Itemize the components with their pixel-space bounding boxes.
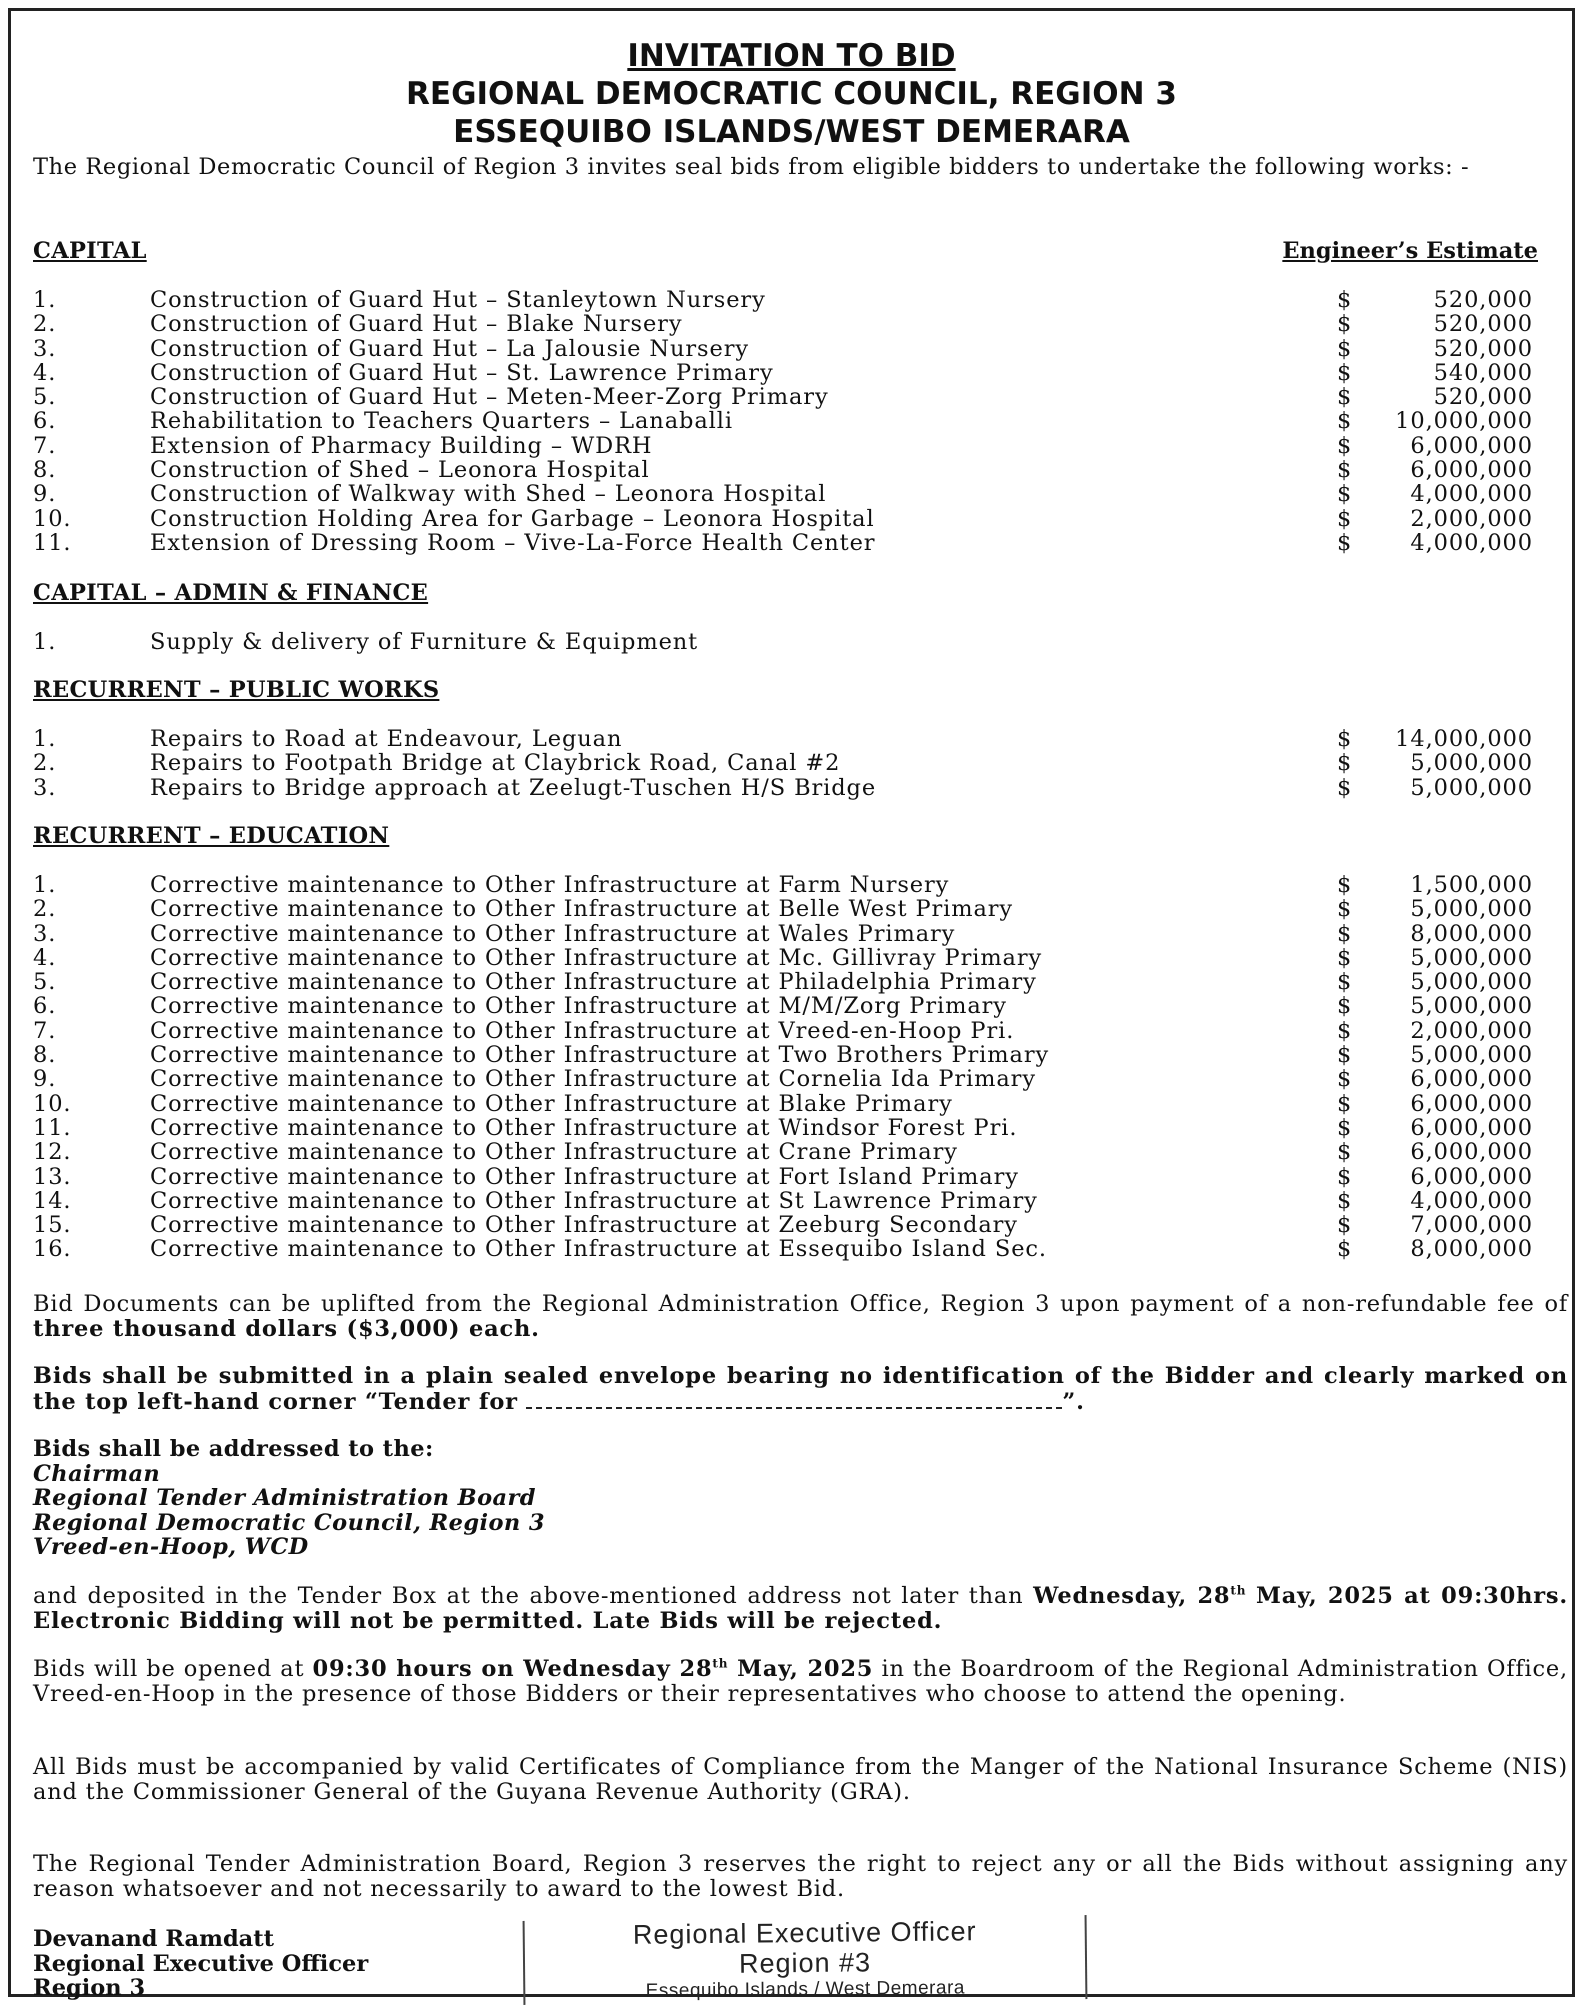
item-number: 11. [33,1114,72,1141]
list-item [33,434,1533,458]
list-item [33,288,1533,312]
public-works-list [33,727,1533,800]
item-description: Repairs to Road at Endeavour, Leguan [150,726,623,752]
item-currency: $ [1337,529,1353,556]
item-currency: $ [1337,750,1353,777]
item-currency: $ [1337,311,1353,338]
item-number: 3. [33,335,57,362]
item-number: 7. [33,1017,57,1044]
item-amount: 6,000,000 [1410,1066,1533,1093]
item-currency: $ [1337,993,1353,1020]
stamp-line-1: Regional Executive Officer [632,1916,977,1950]
item-currency: $ [1337,505,1353,532]
item-number: 8. [33,457,57,484]
item-number: 4. [33,359,57,386]
item-description: Corrective maintenance to Other Infrastructure at Wales Primary [150,920,956,947]
list-item [33,385,1533,409]
item-description: Construction of Shed – Leonora Hospital [150,457,650,484]
item-amount: 6,000,000 [1410,1090,1533,1117]
item-description: Construction of Guard Hut – Stanleytown Nursery [150,287,766,313]
item-currency: $ [1337,335,1353,362]
bid-documents-text: Bid Documents can be uplifted from the Regional Administration Office, Region 3 upon payment of a non-refundable fee of [33,1291,1568,1317]
item-description: Construction of Guard Hut – Meten-Meer-Zorg Primary [150,384,829,411]
stamp-line-2: Region #3 [738,1947,872,1979]
item-number: 5. [33,384,57,411]
item-amount: 520,000 [1433,335,1533,362]
item-amount: 5,000,000 [1410,774,1533,801]
reservation-paragraph: The Regional Tender Administration Board, Region 3 reserves the right to reject any or all the Bids without assigning any reason whatsoever and not necessarily to award to the lowest Bid. [33,1851,1568,1902]
item-number: 8. [33,1042,57,1069]
item-description: Corrective maintenance to Other Infrastructure at Essequibo Island Sec. [150,1236,1047,1263]
list-item [33,312,1533,336]
item-description: Corrective maintenance to Other Infrastructure at Two Brothers Primary [150,1042,1050,1069]
address-intro: Bids shall be addressed to the: [33,1436,434,1462]
list-item [33,1213,1533,1237]
item-description: Corrective maintenance to Other Infrastructure at St Lawrence Primary [150,1187,1038,1214]
list-item [33,507,1533,531]
item-description: Corrective maintenance to Other Infrastructure at Belle West Primary [150,896,1014,923]
item-description: Construction of Guard Hut – La Jalousie Nursery [150,335,749,362]
list-item [33,630,1533,654]
item-amount: 520,000 [1433,311,1533,338]
signatory-name: Devanand Ramdatt [33,1926,275,1952]
item-currency: $ [1337,872,1353,898]
item-amount: 4,000,000 [1410,481,1533,508]
section-title-capital-admin: CAPITAL – ADMIN & FINANCE [33,580,429,606]
item-number: 6. [33,993,57,1020]
item-number: 4. [33,944,57,971]
submission-end: ”. [1062,1388,1085,1415]
item-number: 9. [33,481,57,508]
item-amount: 540,000 [1433,359,1533,386]
item-description: Extension of Dressing Room – Vive-La-Force Health Center [150,529,876,556]
list-item [33,1237,1533,1261]
item-currency: $ [1337,969,1353,996]
list-item [33,751,1533,775]
estimate-column-header: Engineer’s Estimate [1282,238,1538,264]
signatory-region: Region 3 [33,1975,146,2001]
submission-paragraph [33,1364,1568,1414]
item-amount: 7,000,000 [1410,1212,1533,1239]
list-item [33,482,1533,506]
item-amount: 4,000,000 [1410,1187,1533,1214]
address-line-board: Regional Tender Administration Board [33,1485,536,1511]
section-title-public-works: RECURRENT – PUBLIC WORKS [33,677,440,703]
item-amount: 5,000,000 [1410,750,1533,777]
item-currency: $ [1337,384,1353,411]
list-item [33,458,1533,482]
item-number: 3. [33,920,57,947]
council-name: REGIONAL DEMOCRATIC COUNCIL, REGION 3 [406,76,1177,112]
item-currency: $ [1337,896,1353,923]
item-currency: $ [1337,481,1353,508]
item-number: 2. [33,750,57,777]
item-amount: 6,000,000 [1410,1139,1533,1166]
deposit-deadline-sup: th [1230,1583,1247,1598]
item-number: 1. [33,872,57,898]
item-number: 16. [33,1236,72,1263]
opening-post: in the Boardroom of the Regional Administration Office, Vreed-en-Hoop in the presence of those Bidders or their representatives who choose to attend the opening. [33,1656,1568,1707]
deposit-text: and deposited in the Tender Box at the above-mentioned address not later than [33,1583,1034,1609]
list-item [33,361,1533,385]
item-amount: 520,000 [1433,384,1533,411]
item-number: 10. [33,505,72,532]
section-title-education: RECURRENT – EDUCATION [33,823,390,849]
list-item [33,873,1533,897]
signatory-title: Regional Executive Officer [33,1950,369,1977]
item-amount: 4,000,000 [1410,529,1533,556]
bid-documents-fee: three thousand dollars ($3,000) each. [33,1315,540,1342]
item-currency: $ [1337,726,1353,752]
item-amount: 5,000,000 [1410,944,1533,971]
item-description: Corrective maintenance to Other Infrastructure at Zeeburg Secondary [150,1212,1018,1239]
item-description: Corrective maintenance to Other Infrastructure at Vreed-en-Hoop Pri. [150,1017,1015,1044]
item-description: Corrective maintenance to Other Infrastructure at M/M/Zorg Primary [150,993,1007,1020]
item-description: Extension of Pharmacy Building – WDRH [150,432,653,459]
region-name: ESSEQUIBO ISLANDS/WEST DEMERARA [453,114,1130,150]
compliance-paragraph: All Bids must be accompanied by valid Certificates of Compliance from the Manger of the National Insurance Scheme (NIS) and the Commissioner General of the Guyana Revenue Authority (GRA). [33,1754,1568,1805]
education-list [33,873,1533,1262]
opening-time: 09:30 hours on Wednesday 28 [312,1656,713,1682]
capital-admin-list [33,630,1533,654]
item-number: 13. [33,1163,72,1190]
item-amount: 2,000,000 [1410,1017,1533,1044]
item-amount: 6,000,000 [1410,457,1533,484]
item-description: Corrective maintenance to Other Infrastructure at Cornelia Ida Primary [150,1066,1036,1093]
item-number: 3. [33,774,57,801]
list-item [33,409,1533,433]
item-currency: $ [1337,1017,1353,1044]
item-description: Corrective maintenance to Other Infrastructure at Fort Island Primary [150,1163,1019,1190]
item-number: 2. [33,896,57,923]
list-item [33,337,1533,361]
item-amount: 5,000,000 [1410,969,1533,996]
list-item [33,1165,1533,1189]
submission-text: Bids shall be submitted in a plain sealed envelope bearing no identification of the Bidder and clearly marked on the top left-hand corner “Tender for [33,1363,1568,1415]
item-currency: $ [1337,287,1353,313]
item-currency: $ [1337,1114,1353,1141]
item-amount: 6,000,000 [1410,1163,1533,1190]
item-amount: 6,000,000 [1410,432,1533,459]
item-number: 10. [33,1090,72,1117]
address-line-chairman: Chairman [33,1461,161,1487]
item-number: 14. [33,1187,72,1214]
list-item [33,1067,1533,1091]
item-amount: 8,000,000 [1410,1236,1533,1263]
item-number: 7. [33,432,57,459]
item-description: Rehabilitation to Teachers Quarters – Lanaballi [150,408,733,435]
bid-notice [8,8,1575,2002]
item-amount: 1,500,000 [1410,872,1533,898]
list-item [33,727,1533,751]
item-amount: 5,000,000 [1410,1042,1533,1069]
opening-pre: Bids will be opened at [33,1656,313,1682]
item-description: Construction of Walkway with Shed – Leonora Hospital [150,481,827,508]
item-description: Repairs to Bridge approach at Zeelugt-Tuschen H/S Bridge [150,774,877,801]
item-currency: $ [1337,408,1353,435]
list-item [33,1043,1533,1067]
item-currency: $ [1337,1042,1353,1069]
item-description: Repairs to Footpath Bridge at Claybrick Road, Canal #2 [150,750,841,777]
item-amount: 5,000,000 [1410,993,1533,1020]
item-description: Corrective maintenance to Other Infrastructure at Farm Nursery [150,872,950,898]
list-item [33,897,1533,921]
item-number: 15. [33,1212,72,1239]
item-number: 5. [33,969,57,996]
item-currency: $ [1337,774,1353,801]
item-amount: 14,000,000 [1395,726,1533,752]
item-number: 1. [33,287,57,313]
item-amount: 10,000,000 [1395,408,1533,435]
list-item [33,1116,1533,1140]
item-currency: $ [1337,1163,1353,1190]
bid-documents-paragraph [33,1292,1568,1341]
item-number: 12. [33,1139,72,1166]
signature-block [33,1927,368,2001]
item-amount: 5,000,000 [1410,896,1533,923]
section-title-capital: CAPITAL [33,238,147,264]
item-currency: $ [1337,1187,1353,1214]
address-line-location: Vreed-en-Hoop, WCD [33,1534,309,1560]
item-currency: $ [1337,1236,1353,1263]
item-number: 2. [33,311,57,338]
list-item [33,1092,1533,1116]
list-item [33,946,1533,970]
item-currency: $ [1337,944,1353,971]
list-item [33,994,1533,1018]
item-amount: 6,000,000 [1410,1114,1533,1141]
item-number: 1. [33,726,57,752]
item-description: Corrective maintenance to Other Infrastructure at Windsor Forest Pri. [150,1114,1018,1141]
opening-date: May, 2025 [728,1656,874,1682]
item-description: Construction Holding Area for Garbage – Leonora Hospital [150,505,875,532]
list-item [33,776,1533,800]
intro-paragraph: The Regional Democratic Council of Region 3 invites seal bids from eligible bidders to undertake the following works: - [33,154,1470,180]
deposit-deadline-rest: May, 2025 at 09:30hrs. Electronic Bidding will not be permitted. Late Bids will be rejected. [33,1583,1569,1634]
notice-title: INVITATION TO BID [627,38,956,74]
tender-name-blank [526,1389,1062,1409]
list-item [33,1189,1533,1213]
item-currency: $ [1337,432,1353,459]
list-item [33,922,1533,946]
item-number: 1. [33,629,57,655]
item-description: Construction of Guard Hut – Blake Nursery [150,311,683,338]
opening-sup: th [712,1656,729,1671]
item-number: 11. [33,529,72,556]
deposit-deadline-day: Wednesday, 28 [1033,1583,1231,1609]
item-currency: $ [1337,457,1353,484]
opening-paragraph [33,1657,1568,1706]
list-item [33,531,1533,555]
item-number: 9. [33,1066,57,1093]
list-item [33,970,1533,994]
item-number: 6. [33,408,57,435]
item-amount: 2,000,000 [1410,505,1533,532]
stamp-line-3: Essequibo Islands / West Demerara [645,1977,966,2002]
item-currency: $ [1337,1139,1353,1166]
item-amount: 520,000 [1433,287,1533,313]
item-description: Corrective maintenance to Other Infrastructure at Mc. Gillivray Primary [150,944,1043,971]
item-description: Supply & delivery of Furniture & Equipment [150,629,699,655]
item-description: Construction of Guard Hut – St. Lawrence Primary [150,359,774,386]
list-item [33,1019,1533,1043]
item-amount: 8,000,000 [1410,920,1533,947]
deposit-paragraph [33,1584,1568,1633]
item-currency: $ [1337,920,1353,947]
item-description: Corrective maintenance to Other Infrastructure at Crane Primary [150,1139,958,1166]
list-item [33,1140,1533,1164]
item-currency: $ [1337,359,1353,386]
item-description: Corrective maintenance to Other Infrastructure at Philadelphia Primary [150,969,1037,996]
capital-list [33,288,1533,555]
item-currency: $ [1337,1090,1353,1117]
item-currency: $ [1337,1212,1353,1239]
item-currency: $ [1337,1066,1353,1093]
official-stamp [523,1915,1088,2005]
item-description: Corrective maintenance to Other Infrastructure at Blake Primary [150,1090,953,1117]
address-line-council: Regional Democratic Council, Region 3 [33,1510,545,1536]
